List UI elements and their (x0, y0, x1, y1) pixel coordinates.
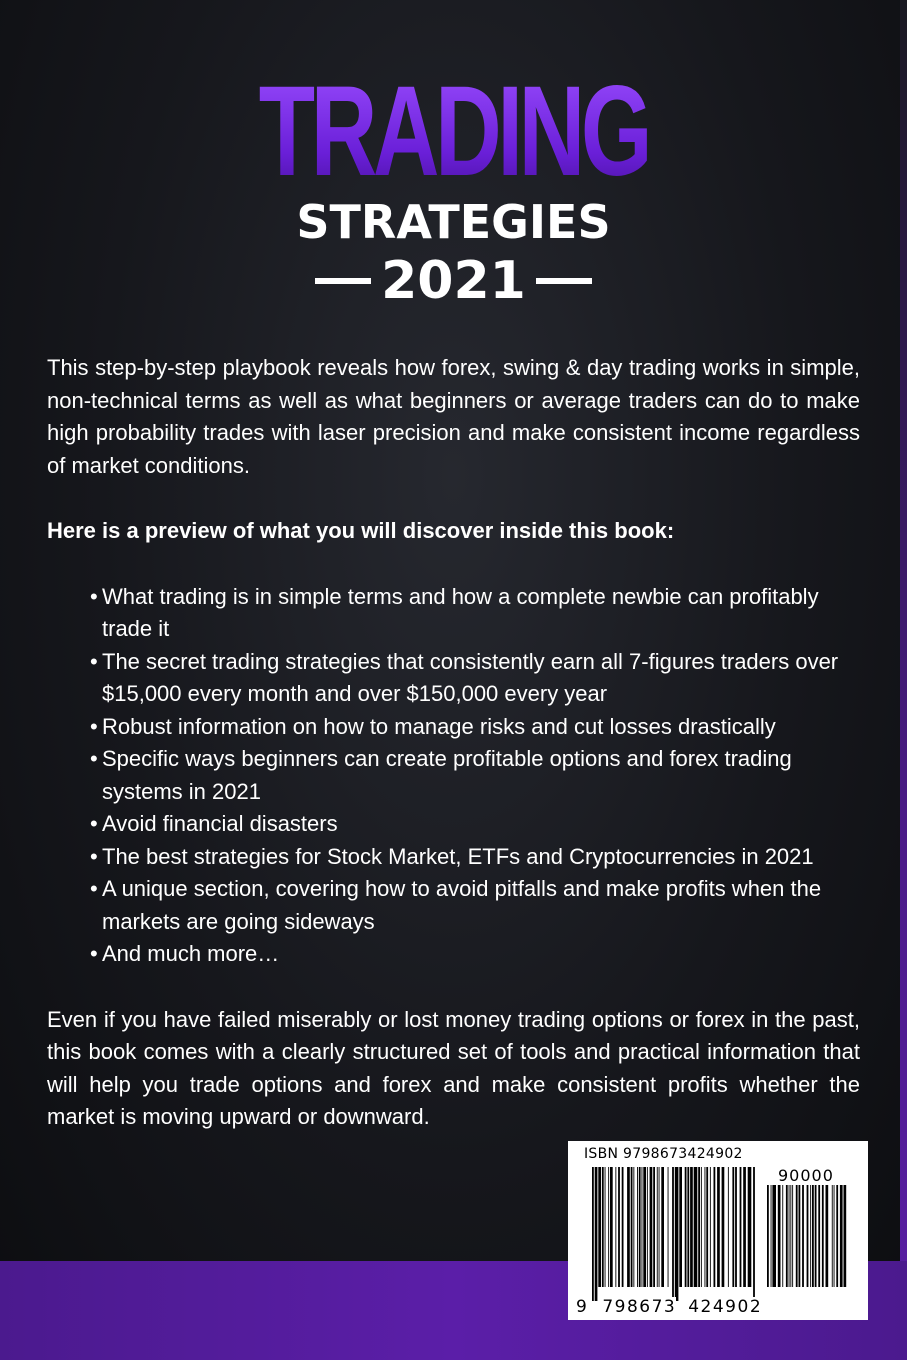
barcode-bar (687, 1167, 689, 1287)
barcode-bar (672, 1167, 674, 1301)
barcode-bar (844, 1185, 847, 1287)
year-row (0, 251, 907, 311)
barcode-bar (659, 1167, 660, 1287)
barcode-bar (735, 1167, 737, 1287)
barcode-bar (633, 1167, 634, 1287)
bullet-item (90, 938, 860, 971)
barcode-bar (728, 1167, 729, 1287)
ean13-bars (592, 1167, 758, 1301)
isbn-barcode (568, 1141, 868, 1320)
barcode-bar (706, 1167, 708, 1287)
barcode-bar (627, 1167, 630, 1287)
barcode-bar (668, 1167, 669, 1287)
addon-bars (767, 1185, 849, 1301)
bullet-item (90, 873, 860, 938)
bullet-item (90, 711, 860, 744)
barcode-bar (807, 1185, 809, 1287)
bullet-dot-icon: • (90, 876, 98, 901)
barcode-bar (740, 1167, 742, 1287)
bullet-item (90, 841, 860, 874)
bullet-dot-icon: • (90, 648, 98, 674)
barcode-bar (802, 1185, 804, 1287)
barcode-bar (595, 1167, 598, 1301)
bullet-text: Specific ways beginners can create profitable options and forex trading systems in 2021 (102, 746, 792, 804)
bullet-text: What trading is in simple terms and how a complete newbie can profitably trade it (102, 583, 819, 641)
bullet-item (90, 646, 860, 711)
bullet-text: Avoid financial disasters (102, 811, 338, 836)
barcode-bar (705, 1167, 706, 1287)
barcode-bar (722, 1167, 725, 1287)
cover-subtitle: STRATEGIES (296, 195, 611, 249)
barcode-bar (690, 1167, 693, 1287)
barcode-bar (650, 1167, 653, 1287)
barcode-bar (657, 1167, 658, 1287)
cover-title: TRADING (127, 62, 780, 192)
barcode-bar (836, 1185, 838, 1287)
preview-heading: Here is a preview of what you will discover inside this book: (47, 518, 675, 543)
barcode-bar (710, 1167, 711, 1287)
barcode-bar (771, 1185, 772, 1287)
left-dash-divider (315, 278, 371, 284)
barcode-bar (608, 1167, 609, 1287)
barcode-bar (675, 1167, 679, 1301)
barcode-bar (615, 1167, 616, 1287)
bullet-item (90, 581, 860, 646)
barcode-bar (622, 1167, 624, 1287)
barcode-first-digit: 9 (576, 1297, 589, 1317)
barcode-bar (698, 1167, 700, 1287)
barcode-bar (743, 1167, 746, 1287)
bullet-text: A unique section, covering how to avoid pitfalls and make profits when the markets are going sideways (102, 876, 822, 934)
barcode-bar (790, 1185, 791, 1287)
barcode-bar (753, 1167, 755, 1301)
barcode-bar (701, 1167, 702, 1287)
barcode-bar (694, 1167, 698, 1287)
barcode-bar (840, 1185, 843, 1287)
barcode-bar (598, 1167, 601, 1287)
barcode-digits (576, 1297, 776, 1317)
bullet-dot-icon: • (90, 746, 98, 771)
bullet-text: Robust information on how to manage risks and cut losses drastically (102, 713, 776, 739)
barcode-bar (642, 1167, 643, 1287)
barcode-left-group: 798673 (602, 1297, 677, 1317)
barcode-bar (792, 1185, 793, 1287)
barcode-bar (653, 1167, 655, 1287)
barcode-bar (826, 1185, 829, 1287)
barcode-bar (767, 1185, 769, 1287)
barcode-bar (643, 1167, 646, 1287)
bullet-dot-icon: • (90, 713, 98, 739)
cover-title-block (0, 60, 907, 311)
barcode-bar (778, 1185, 781, 1287)
barcode-bar (822, 1185, 824, 1287)
barcode-bar (605, 1167, 606, 1287)
barcode-bar (786, 1185, 788, 1287)
barcode-bar (714, 1167, 716, 1287)
barcode-bar (732, 1167, 734, 1287)
bullet-dot-icon: • (90, 583, 98, 609)
back-cover-text (47, 352, 860, 1134)
barcode-bar (772, 1185, 776, 1287)
barcode-bar (812, 1185, 814, 1287)
barcode-bar (647, 1167, 648, 1287)
barcode-bar (631, 1167, 633, 1287)
barcode-bar (610, 1167, 613, 1287)
bullet-dot-icon: • (90, 941, 98, 966)
barcode-right-group: 424902 (688, 1297, 763, 1317)
addon-number: 90000 (778, 1166, 834, 1185)
barcode-bar (602, 1167, 604, 1287)
barcode-bar (661, 1167, 664, 1287)
barcode-bar (832, 1185, 833, 1287)
bullet-text: The secret trading strategies that consistently earn all 7-figures traders over $15,000 every month and over $150,000 every year (102, 648, 839, 706)
bullet-item (90, 808, 860, 841)
bullet-text: The best strategies for Stock Market, ETFs and Cryptocurrencies in 2021 (102, 843, 814, 869)
barcode-bar (748, 1167, 752, 1287)
barcode-bar (799, 1185, 801, 1287)
barcode-bar (810, 1185, 811, 1287)
intro-paragraph: This step-by-step playbook reveals how forex, swing & day trading works in simple, non-technical terms as well as what beginners or average traders can do to make high probability trades with laser precision and make consistent income regardless of market conditions. (47, 355, 860, 478)
barcode-bar (679, 1167, 682, 1287)
right-dash-divider (536, 278, 592, 284)
barcode-bar (834, 1185, 835, 1287)
barcode-bar (685, 1167, 687, 1287)
barcode-bar (796, 1185, 798, 1287)
bullet-item (90, 743, 860, 808)
isbn-label: ISBN 9798673424902 (584, 1146, 743, 1162)
barcode-bar (592, 1167, 594, 1301)
barcode-bar (789, 1185, 790, 1287)
barcode-bar (818, 1185, 820, 1287)
cover-year: 2021 (381, 251, 526, 311)
closing-paragraph: Even if you have failed miserably or lost money trading options or forex in the past, this book comes with a clearly structured set of tools and practical information that will help you trade options and forex and make consistent profits whether the market is moving upward or downward. (47, 1006, 860, 1129)
barcode-bar (639, 1167, 641, 1287)
barcode-bar (618, 1167, 620, 1287)
barcode-bar (815, 1185, 817, 1287)
bullet-text: And much more… (102, 941, 280, 966)
feature-bullet-list (90, 581, 860, 971)
barcode-bar (717, 1167, 720, 1287)
bullet-dot-icon: • (90, 811, 98, 836)
barcode-bar (782, 1185, 783, 1287)
bullet-dot-icon: • (90, 843, 98, 869)
barcode-bar (637, 1167, 638, 1287)
